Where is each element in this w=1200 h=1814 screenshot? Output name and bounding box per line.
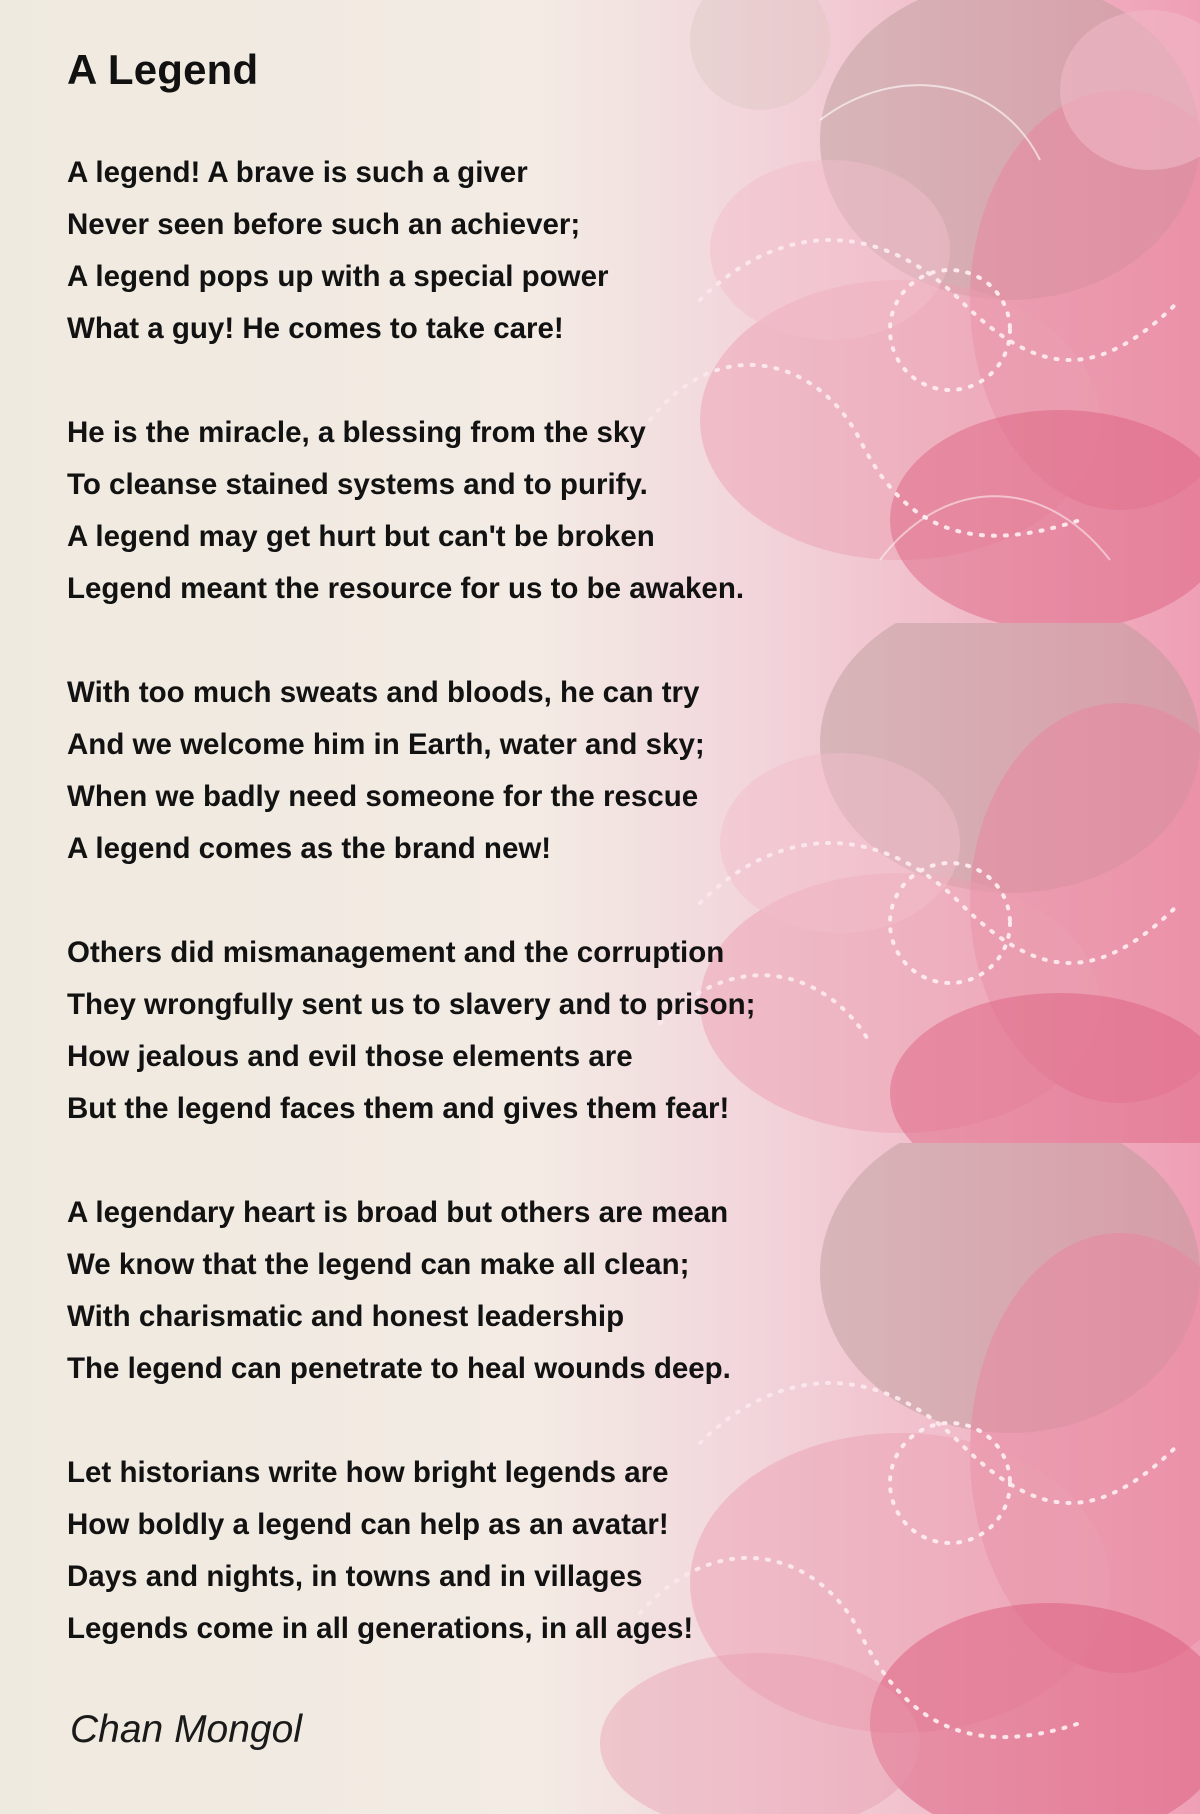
stanza-2 [67,407,967,615]
verse-line: When we badly need someone for the rescue [67,780,699,813]
verse-line: A legendary heart is broad but others are mean [67,1196,729,1229]
verse-line: Days and nights, in towns and in villages [67,1560,643,1593]
verse-line: He is the miracle, a blessing from the sky [67,416,646,449]
verse-line: A legend comes as the brand new! [67,832,552,865]
verse-line: They wrongfully sent us to slavery and to prison; [67,988,756,1021]
verse-line: With charismatic and honest leadership [67,1300,625,1333]
verse-line: Let historians write how bright legends are [67,1456,669,1489]
verse-line: Legend meant the resource for us to be awaken. [67,572,745,605]
verse-line: But the legend faces them and gives them fear! [67,1092,730,1125]
poem-author: Chan Mongol [70,1708,302,1751]
stanza-1 [67,147,967,355]
stanza-5 [67,1187,967,1395]
verse-line: A legend pops up with a special power [67,260,609,293]
verse-line: We know that the legend can make all clean; [67,1248,690,1281]
verse-line: And we welcome him in Earth, water and sky; [67,728,705,761]
stanza-6 [67,1447,967,1655]
stanza-4 [67,927,967,1135]
verse-line: A legend! A brave is such a giver [67,156,528,189]
verse-line: A legend may get hurt but can't be broken [67,520,655,553]
verse-line: The legend can penetrate to heal wounds deep. [67,1352,731,1385]
verse-line: Others did mismanagement and the corruption [67,936,725,969]
verse-line: What a guy! He comes to take care! [67,312,564,345]
poem-title: A Legend [67,46,259,93]
verse-line: With too much sweats and bloods, he can try [67,676,700,709]
poem-body [67,147,967,1707]
verse-line: Legends come in all generations, in all ages! [67,1612,694,1645]
verse-line: How jealous and evil those elements are [67,1040,633,1073]
verse-line: Never seen before such an achiever; [67,208,581,241]
verse-line: How boldly a legend can help as an avatar! [67,1508,669,1541]
verse-line: To cleanse stained systems and to purify. [67,468,648,501]
stanza-3 [67,667,967,875]
